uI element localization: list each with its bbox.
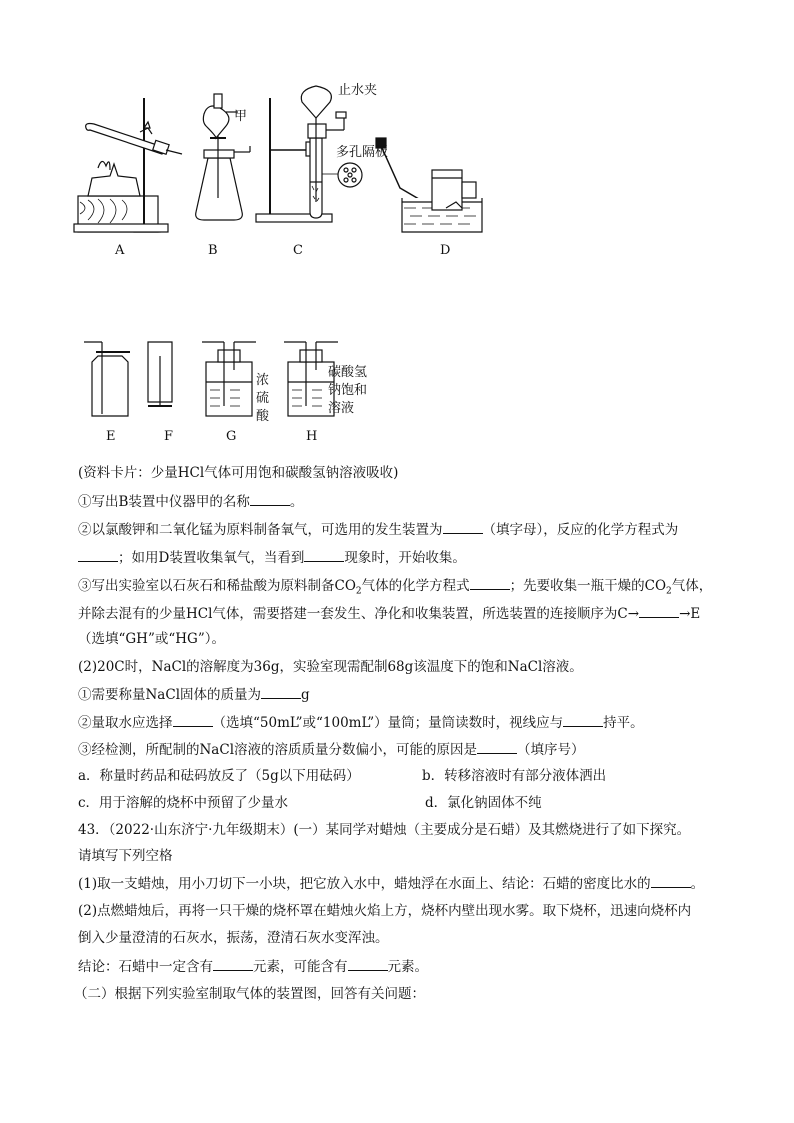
q2-oxygen-collect: ；如用D装置收集氧气，当看到 现象时，开始收集。 — [78, 547, 778, 568]
option-b: b．转移溶液时有部分液体洒出 — [422, 768, 607, 784]
g-reagent-line-1: 浓 — [256, 373, 270, 388]
q-concentration-low: ③经检测，所配制的NaCl溶液的溶质质量分数偏小，可能的原因是 （填序号） — [78, 739, 778, 760]
apparatus-g — [202, 342, 256, 416]
q43-heading: 43．（2022·山东济宁·九年级期末）(一）某同学对蜡烛（主要成分是石蜡）及其燃烧进行了如下探究。 — [78, 822, 691, 838]
q1-instrument-name: ①写出B装置中仪器甲的名称 。 — [78, 491, 778, 512]
option-d: d．氯化钠固体不纯 — [425, 795, 542, 811]
h-reagent-line-2: 钠饱和 — [328, 383, 368, 398]
annotation-porous-plate: 多孔隔板 — [336, 145, 389, 160]
q3-connection-order: 并除去混有的少量HCl气体，需要搭建一套发生、净化和收集装置，所选装置的连接顺序为C→ →E — [78, 603, 778, 624]
g-reagent-line-3: 酸 — [256, 409, 270, 424]
label-h: H — [306, 429, 318, 444]
label-d: D — [440, 243, 451, 258]
label-c: C — [293, 243, 303, 258]
label-a: A — [115, 243, 125, 258]
annotation-jia: 甲 — [234, 109, 248, 124]
answer-blank-12[interactable] — [213, 956, 253, 971]
option-a: a．称量时药品和砝码放反了（5g以下用砝码） — [78, 768, 360, 784]
label-f: F — [164, 429, 174, 444]
resource-card-note: (资料卡片：少量HCl气体可用饱和碳酸氢钠溶液吸收) — [78, 465, 399, 481]
part-two-heading: （二）根据下列实验室制取气体的装置图，回答有关问题： — [74, 986, 425, 1002]
apparatus-figure-e-to-h — [80, 334, 400, 450]
q2-oxygen-setup: ②以氯酸钾和二氧化锰为原料制备氧气，可选用的发生装置为 （填字母），反应的化学方程式为 — [78, 519, 778, 540]
apparatus-figure-a-to-d — [70, 78, 500, 268]
h-reagent-line-1: 碳酸氢 — [328, 365, 368, 380]
q-solubility-intro: (2)20C时，NaCl的溶解度为36g，实验室现需配制68g该温度下的饱和NaCl溶液。 — [78, 659, 583, 675]
g-reagent-line-2: 硫 — [256, 391, 270, 406]
answer-blank-4[interactable] — [304, 547, 344, 562]
answer-blank-11[interactable] — [651, 873, 691, 888]
answer-blank-13[interactable] — [348, 956, 388, 971]
q-nacl-mass: ①需要称量NaCl固体的质量为 g — [78, 684, 778, 705]
apparatus-a — [74, 98, 182, 232]
answer-blank-9[interactable] — [563, 712, 603, 727]
apparatus-e — [84, 342, 130, 416]
answer-blank-7[interactable] — [261, 684, 301, 699]
label-b: B — [208, 243, 218, 258]
answer-blank-3[interactable] — [78, 547, 118, 562]
q-measure-water: ②量取水应选择 （选填“50mL”或“100mL”）量筒；量筒读数时，视线应与 持平。 — [78, 712, 778, 733]
q43-density: (1)取一支蜡烛，用小刀切下一小块，把它放入水中，蜡烛浮在水面上、结论：石蜡的密度比水的 。 — [78, 873, 778, 894]
q3-choice-hint: （选填“GH”或“HG”）。 — [78, 631, 225, 647]
q43-burning-2: 倒入少量澄清的石灰水，振荡，澄清石灰水变浑浊。 — [78, 930, 389, 946]
answer-blank-10[interactable] — [477, 739, 517, 754]
label-e: E — [106, 429, 116, 444]
answer-blank-1[interactable] — [250, 491, 290, 506]
label-g: G — [226, 429, 237, 444]
answer-blank-6[interactable] — [639, 603, 679, 618]
q43-instruction: 请填写下列空格 — [78, 848, 173, 864]
apparatus-d — [376, 138, 482, 232]
q3-co2-equation: ③写出实验室以石灰石和稀盐酸为原料制备$CO_2$气体的化学方程式 ；先要收集一瓶干燥的$CO_2$气体， — [78, 575, 778, 602]
option-c: c．用于溶解的烧杯中预留了少量水 — [78, 795, 289, 811]
q43-burning-1: (2)点燃蜡烛后，再将一只干燥的烧杯罩在蜡烛火焰上方，烧杯内壁出现水雾。取下烧杯，迅速向烧杯内 — [78, 903, 692, 919]
answer-blank-2[interactable] — [443, 519, 483, 534]
answer-blank-5[interactable] — [470, 575, 510, 590]
h-reagent-line-3: 溶液 — [328, 401, 355, 416]
answer-blank-8[interactable] — [173, 712, 213, 727]
apparatus-f — [148, 342, 172, 406]
q43-conclusion: 结论：石蜡中一定含有 元素，可能含有 元素。 — [78, 956, 778, 977]
annotation-water-clamp: 止水夹 — [338, 83, 378, 98]
